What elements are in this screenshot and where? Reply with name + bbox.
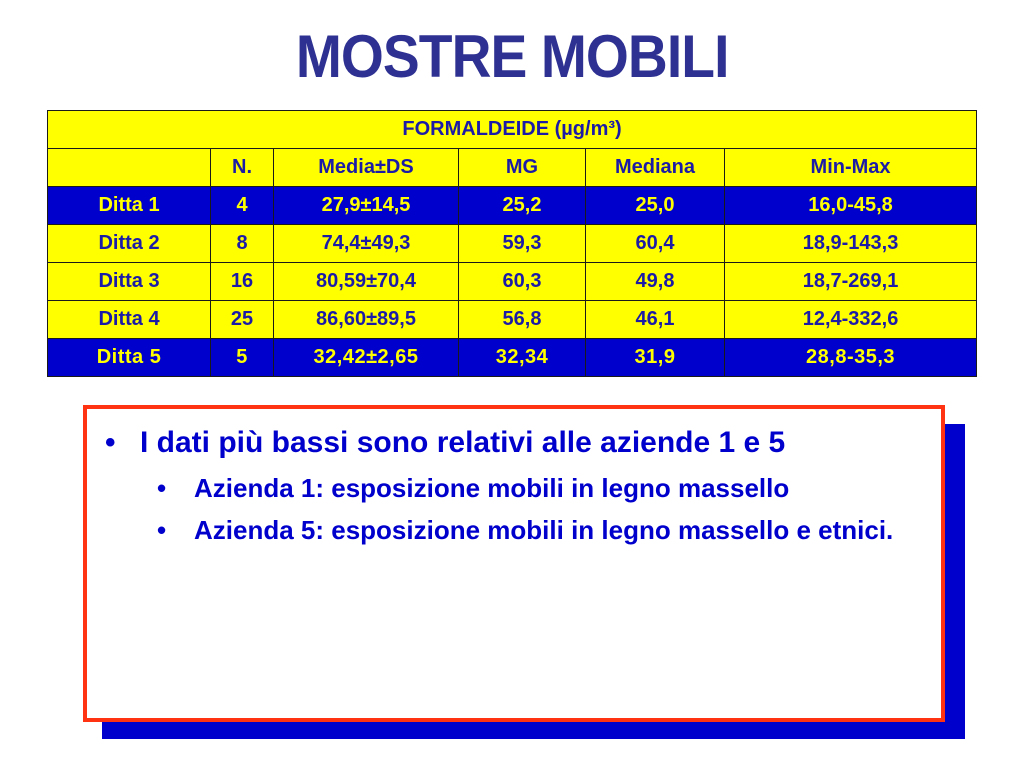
table-cell: 25,2: [459, 187, 586, 225]
table-cell: 12,4-332,6: [725, 301, 977, 339]
table-cell: 74,4±49,3: [274, 225, 459, 263]
header-cell: N.: [211, 149, 274, 187]
bullet-text: I dati più bassi sono relativi alle aziende 1 e 5: [140, 426, 786, 459]
table-cell: 25: [211, 301, 274, 339]
bullet-text: Azienda 5: esposizione mobili in legno massello e etnici.: [194, 515, 894, 545]
bullet-item: [105, 421, 931, 465]
table-cell: 49,8: [586, 263, 725, 301]
table-cell: 25,0: [586, 187, 725, 225]
table-row: [48, 225, 977, 263]
bullet-marker: •: [157, 515, 167, 545]
table-row: [48, 187, 977, 225]
bullet-marker: •: [157, 473, 167, 503]
bullet-text: Azienda 1: esposizione mobili in legno massello: [194, 473, 790, 503]
table-cell: 86,60±89,5: [274, 301, 459, 339]
table-cell: Ditta 5: [48, 339, 211, 377]
table-cell: Ditta 2: [48, 225, 211, 263]
table-cell: 4: [211, 187, 274, 225]
table-cell: 32,34: [459, 339, 586, 377]
table-cell: 16: [211, 263, 274, 301]
table-cell: 8: [211, 225, 274, 263]
table-cell: 16,0-45,8: [725, 187, 977, 225]
table-cell: 31,9: [586, 339, 725, 377]
table-cell: 5: [211, 339, 274, 377]
sub-bullet-item: [105, 511, 931, 549]
bullet-list: [105, 421, 931, 549]
table-cell: 27,9±14,5: [274, 187, 459, 225]
header-cell: [48, 149, 211, 187]
table-cell: 32,42±2,65: [274, 339, 459, 377]
table-row: [48, 263, 977, 301]
header-cell: Media±DS: [274, 149, 459, 187]
header-cell: Mediana: [586, 149, 725, 187]
bullet-marker: •: [105, 426, 116, 459]
header-cell: MG: [459, 149, 586, 187]
table-cell: Ditta 3: [48, 263, 211, 301]
notes-box: [83, 405, 945, 722]
table-cell: 56,8: [459, 301, 586, 339]
table-row: [48, 301, 977, 339]
table-cell: 59,3: [459, 225, 586, 263]
table-cell: 80,59±70,4: [274, 263, 459, 301]
table-cell: 18,7-269,1: [725, 263, 977, 301]
table-header-row: [48, 149, 977, 187]
header-cell: Min-Max: [725, 149, 977, 187]
table-cell: 60,4: [586, 225, 725, 263]
formaldehyde-table: [47, 110, 977, 377]
table-caption: FORMALDEIDE (µg/m³): [48, 111, 977, 149]
table-cell: 28,8-35,3: [725, 339, 977, 377]
table-cell: 46,1: [586, 301, 725, 339]
table-cell: 18,9-143,3: [725, 225, 977, 263]
table-cell: Ditta 1: [48, 187, 211, 225]
table-cell: Ditta 4: [48, 301, 211, 339]
table-row: [48, 339, 977, 377]
sub-bullet-item: [105, 469, 931, 507]
table-cell: 60,3: [459, 263, 586, 301]
page-title: MOSTRE MOBILI: [295, 23, 729, 90]
